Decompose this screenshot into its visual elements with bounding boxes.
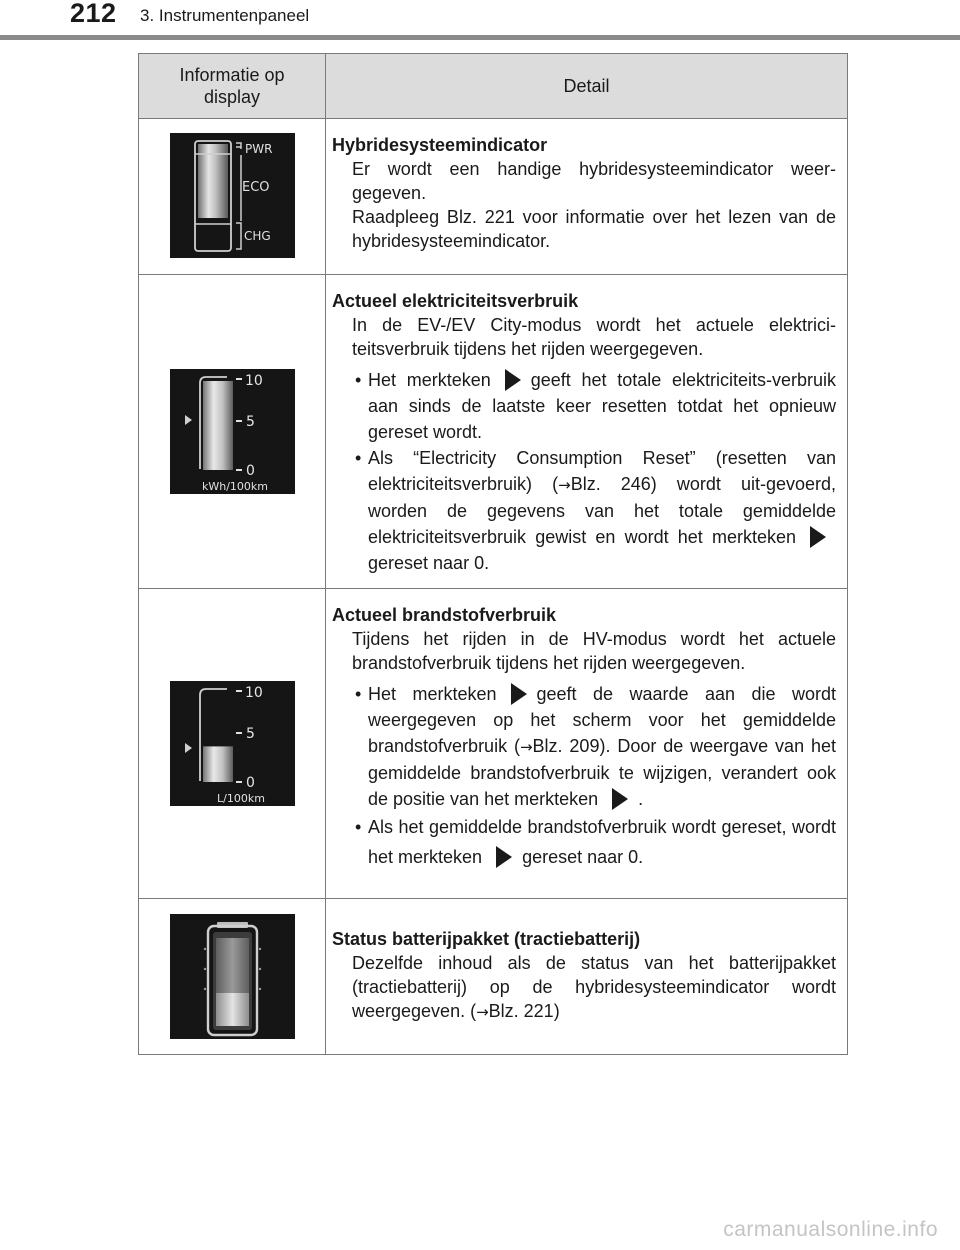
table-header-row xyxy=(139,54,848,119)
col-header-detail: Detail xyxy=(326,54,848,119)
hybrid-indicator-icon xyxy=(170,133,295,258)
arrow-icon: → xyxy=(476,1003,489,1021)
marker-icon xyxy=(612,788,628,810)
gauge-tick-label: 5 xyxy=(245,726,255,742)
list-item: • Als het gemiddelde brandstofverbruik wordt gereset, wordt het merkteken gereset naar 0. xyxy=(368,812,836,872)
marker-icon xyxy=(505,369,521,391)
gauge-label-eco: ECO xyxy=(241,180,270,195)
paragraph: Tijdens het rijden in de HV-modus wordt het actuele brandstofverbruik tijdens het rijden weergegeven. xyxy=(352,629,836,673)
item-title: Actueel brandstofverbruik xyxy=(332,605,557,625)
gauge-tick-label: 10 xyxy=(244,373,263,389)
gauge-unit-label: kWh/100km xyxy=(201,480,268,493)
paragraph: Er wordt een handige hybridesysteemindicator weer-gegeven. xyxy=(352,159,836,203)
chapter-title: 3. Instrumentenpaneel xyxy=(140,6,310,25)
gauge-label-pwr: PWR xyxy=(244,142,272,156)
list-item: • Als “Electricity Consumption Reset” (resetten van elektriciteitsverbruik) (→Blz. 246) wordt uit-gevoerd, worden de gegevens van het totale gemiddelde elektriciteitsverbruik gewist en wordt het merktekengereset naar 0. xyxy=(368,445,836,576)
paragraph: Raadpleeg Blz. 221 voor informatie over het lezen van de hybridesysteemindicator. xyxy=(352,207,836,251)
header-rule xyxy=(0,35,960,40)
gauge-tick-label: 5 xyxy=(245,414,255,430)
bullet-list xyxy=(332,367,836,576)
gauge-fill-bar xyxy=(203,746,233,782)
marker-icon xyxy=(511,683,527,705)
paragraph: In de EV-/EV City-modus wordt het actuele elektrici-teitsverbruik tijdens het rijden weergegeven. xyxy=(352,315,836,359)
fuel-consumption-gauge-icon xyxy=(170,681,295,806)
traction-battery-icon xyxy=(170,914,295,1039)
gauge-label-chg: CHG xyxy=(243,229,271,243)
marker-icon xyxy=(810,526,826,548)
gauge-unit-label: L/100km xyxy=(216,792,265,805)
info-table xyxy=(138,53,848,1055)
gauge-fill-bar xyxy=(203,381,233,470)
item-title: Hybridesysteemindicator xyxy=(332,135,548,155)
arrow-icon: → xyxy=(558,476,571,494)
table-row xyxy=(139,899,848,1055)
list-item: • Het merkteken geeft het totale elektriciteits-verbruik aan sinds de laatste keer resetten totdat het opnieuw gereset wordt. xyxy=(368,367,836,445)
arrow-icon: → xyxy=(519,738,533,756)
list-item: • Het merkteken geeft de waarde aan die wordt weergegeven op het scherm voor het gemiddelde brandstofverbruik (→Blz. 209). Door de weergave van het gemiddelde brandstofverbruik te wijzigen, verandert ook de positie van het merkteken . xyxy=(368,681,836,812)
marker-icon xyxy=(185,415,192,425)
table-row xyxy=(139,275,848,589)
page-number: 212 xyxy=(70,0,117,28)
gauge-tick-label: 10 xyxy=(244,685,263,701)
col-header-display: Informatie op display xyxy=(139,54,326,119)
table-row xyxy=(139,119,848,275)
bullet-list xyxy=(332,681,836,872)
electricity-consumption-gauge-icon xyxy=(170,369,295,494)
table-row xyxy=(139,589,848,899)
gauge-tick-label: 0 xyxy=(245,463,255,479)
marker-icon xyxy=(496,846,512,868)
item-title: Status batterijpakket (tractiebatterij) xyxy=(332,929,641,949)
item-title: Actueel elektriciteitsverbruik xyxy=(332,291,579,311)
marker-icon xyxy=(185,743,192,753)
watermark: carmanualsonline.info xyxy=(723,1218,938,1241)
paragraph: Dezelfde inhoud als de status van het batterijpakket (tractiebatterij) op de hybridesysteemindicator wordt weergegeven. (→Blz. 221) xyxy=(352,953,836,1021)
gauge-tick-label: 0 xyxy=(245,775,255,791)
